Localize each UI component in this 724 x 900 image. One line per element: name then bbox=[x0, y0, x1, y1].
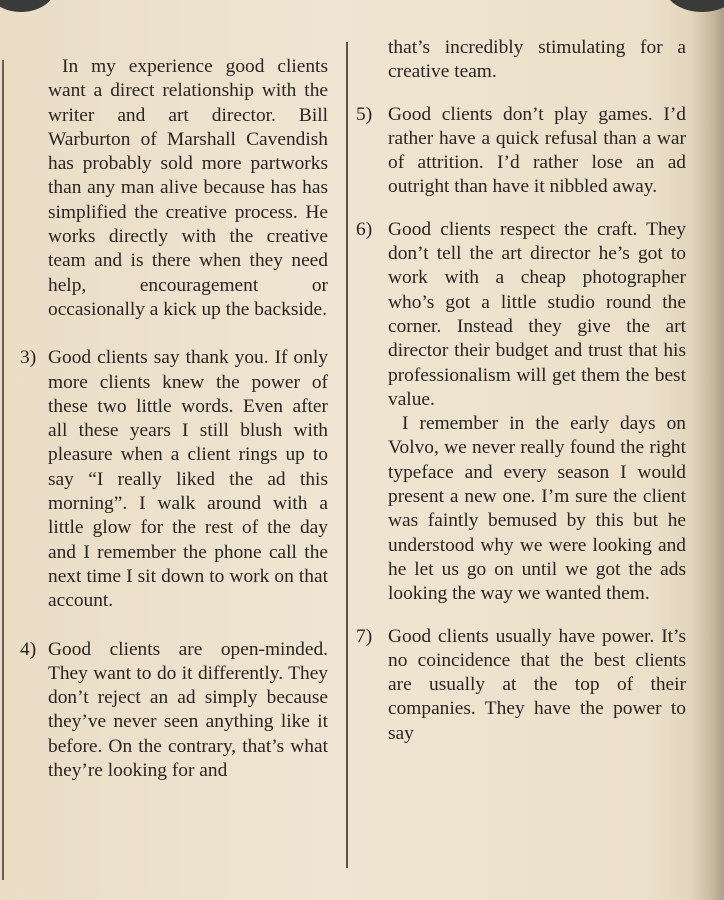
paragraph-direct-relationship: In my experience good clients want a direct relationship with the writer and art director. Bill Warburton of Marshall Cavendish has probably sold more partworks than any man alive because has has simplified the creative process. He works directly with the creative team and is there when they need help, encouragement or occasionally a kick up the backside. bbox=[48, 56, 328, 320]
item-text-6: Good clients respect the craft. They don’t tell the art director he’s got to work with a cheap photographer who’s got a little studio round the corner. Instead they give the art director their budget and trust that his professionalism will get them the best value. bbox=[388, 218, 686, 410]
left-margin-rule bbox=[2, 60, 4, 880]
list-item-7 bbox=[356, 625, 686, 746]
list-item-3 bbox=[20, 346, 328, 613]
item-text-5: Good clients don’t play games. I’d rather have a quick refusal than a war of attrition. I’d rather lose an ad outright than have it nibbled away. bbox=[388, 103, 686, 198]
item-text-7: Good clients usually have power. It’s no coincidence that the best clients are usually at the top of their companies. They have the power to say bbox=[388, 625, 686, 744]
page-edge-shadow bbox=[690, 0, 724, 900]
right-column bbox=[356, 36, 686, 746]
item-text-3: Good clients say thank you. If only more clients knew the power of these two little words. Even after all these years I still blush with pleasure when a client rings up to say “I really liked the ad this morning”. I walk around with a little glow for the rest of the day and I remember the phone call the next time I sit down to work on that account. bbox=[48, 347, 328, 612]
item-number-5: 5) bbox=[356, 103, 373, 125]
continuation-text: that’s incredibly stimulating for a creative team. bbox=[388, 37, 686, 83]
item-number-3: 3) bbox=[20, 347, 37, 369]
list-item-6 bbox=[356, 218, 686, 412]
item-text-4: Good clients are open-minded. They want to do it differently. They don’t reject an ad simply because they’ve never seen anything like it before. On the contrary, that’s what they’re looking for and bbox=[48, 638, 328, 782]
list-item-4 bbox=[20, 638, 328, 784]
left-column bbox=[20, 55, 328, 783]
paragraph-volvo: I remember in the early days on Volvo, we never really found the right typeface and every season I would present a new one. I’m sure the client was faintly bemused by this but he understood why we were looking and he let us go on until we got the ads looking the way we wanted them. bbox=[388, 413, 686, 605]
list-item-5 bbox=[356, 103, 686, 200]
item-number-4: 4) bbox=[20, 638, 37, 660]
item-number-7: 7) bbox=[356, 625, 373, 647]
column-divider bbox=[346, 42, 348, 868]
item-number-6: 6) bbox=[356, 218, 373, 240]
